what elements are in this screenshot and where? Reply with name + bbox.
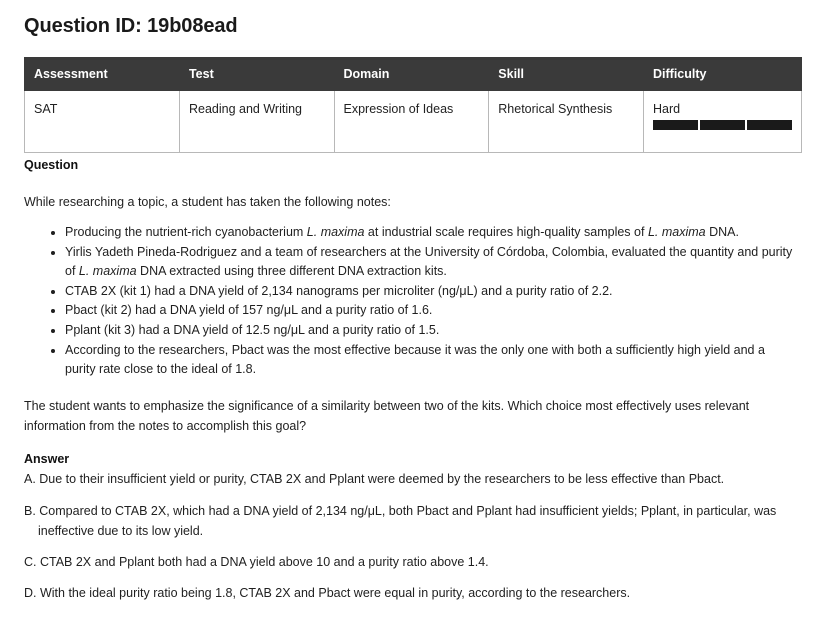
answer-label: Answer — [24, 452, 70, 466]
column-header-assessment: Assessment — [25, 58, 180, 91]
cell-assessment: SAT — [25, 91, 180, 153]
column-header-difficulty: Difficulty — [644, 58, 802, 91]
cell-domain: Expression of Ideas — [334, 91, 489, 153]
cell-skill: Rhetorical Synthesis — [489, 91, 644, 153]
list-item: • CTAB 2X (kit 1) had a DNA yield of 2,134 nanograms per microliter (ng/μL) and a purity ratio of 2.2. — [65, 282, 795, 302]
table-header-row — [25, 58, 802, 91]
difficulty-bar-2 — [700, 120, 745, 130]
list-item: • Yirlis Yadeth Pineda-Rodriguez and a team of researchers at the University of Córdoba, Colombia, evaluated the quantity and purity of L. maxima DNA extracted using three different DNA extraction kits. — [65, 243, 795, 282]
difficulty-bar-3 — [747, 120, 792, 130]
question-label: Question — [24, 158, 79, 172]
list-item: • Pplant (kit 3) had a DNA yield of 12.5 ng/μL and a purity ratio of 1.5. — [65, 321, 795, 341]
column-header-domain: Domain — [334, 58, 489, 91]
answer-choice-c: C. CTAB 2X and Pplant both had a DNA yield above 10 and a purity ratio above 1.4. — [24, 555, 489, 569]
answer-choice-a: A. Due to their insufficient yield or purity, CTAB 2X and Pplant were deemed by the researchers to be less effective than Pbact. — [24, 472, 725, 486]
list-item: • According to the researchers, Pbact was the most effective because it was the only one with both a sufficiently high yield and a purity rate close to the ideal of 1.8. — [65, 341, 795, 380]
metadata-table — [24, 57, 802, 153]
column-header-skill: Skill — [489, 58, 644, 91]
answer-choice-b: B. Compared to CTAB 2X, which had a DNA yield of 2,134 ng/μL, both Pbact and Pplant had insufficient yields; Pplant, in particular, was ineffective due to its low yield. — [24, 504, 777, 538]
question-intro: While researching a topic, a student has taken the following notes: — [24, 195, 391, 209]
column-header-test: Test — [179, 58, 334, 91]
table-row — [25, 91, 802, 153]
answer-choice-d: D. With the ideal purity ratio being 1.8, CTAB 2X and Pbact were equal in purity, according to the researchers. — [24, 586, 631, 600]
list-item: • Producing the nutrient-rich cyanobacterium L. maxima at industrial scale requires high-quality samples of L. maxima DNA. — [65, 223, 795, 243]
cell-test: Reading and Writing — [179, 91, 334, 153]
difficulty-text: Hard — [653, 102, 681, 116]
cell-difficulty — [644, 91, 802, 153]
page-title: Question ID: 19b08ead — [24, 15, 238, 37]
list-item: • Pbact (kit 2) had a DNA yield of 157 ng/μL and a purity ratio of 1.6. — [65, 301, 795, 321]
difficulty-meter — [653, 120, 792, 130]
notes-list — [24, 223, 795, 380]
difficulty-bar-1 — [653, 120, 698, 130]
question-prompt: The student wants to emphasize the significance of a similarity between two of the kits. Which choice most effectively uses relevant information from the notes to accomplish this goal? — [24, 399, 750, 433]
